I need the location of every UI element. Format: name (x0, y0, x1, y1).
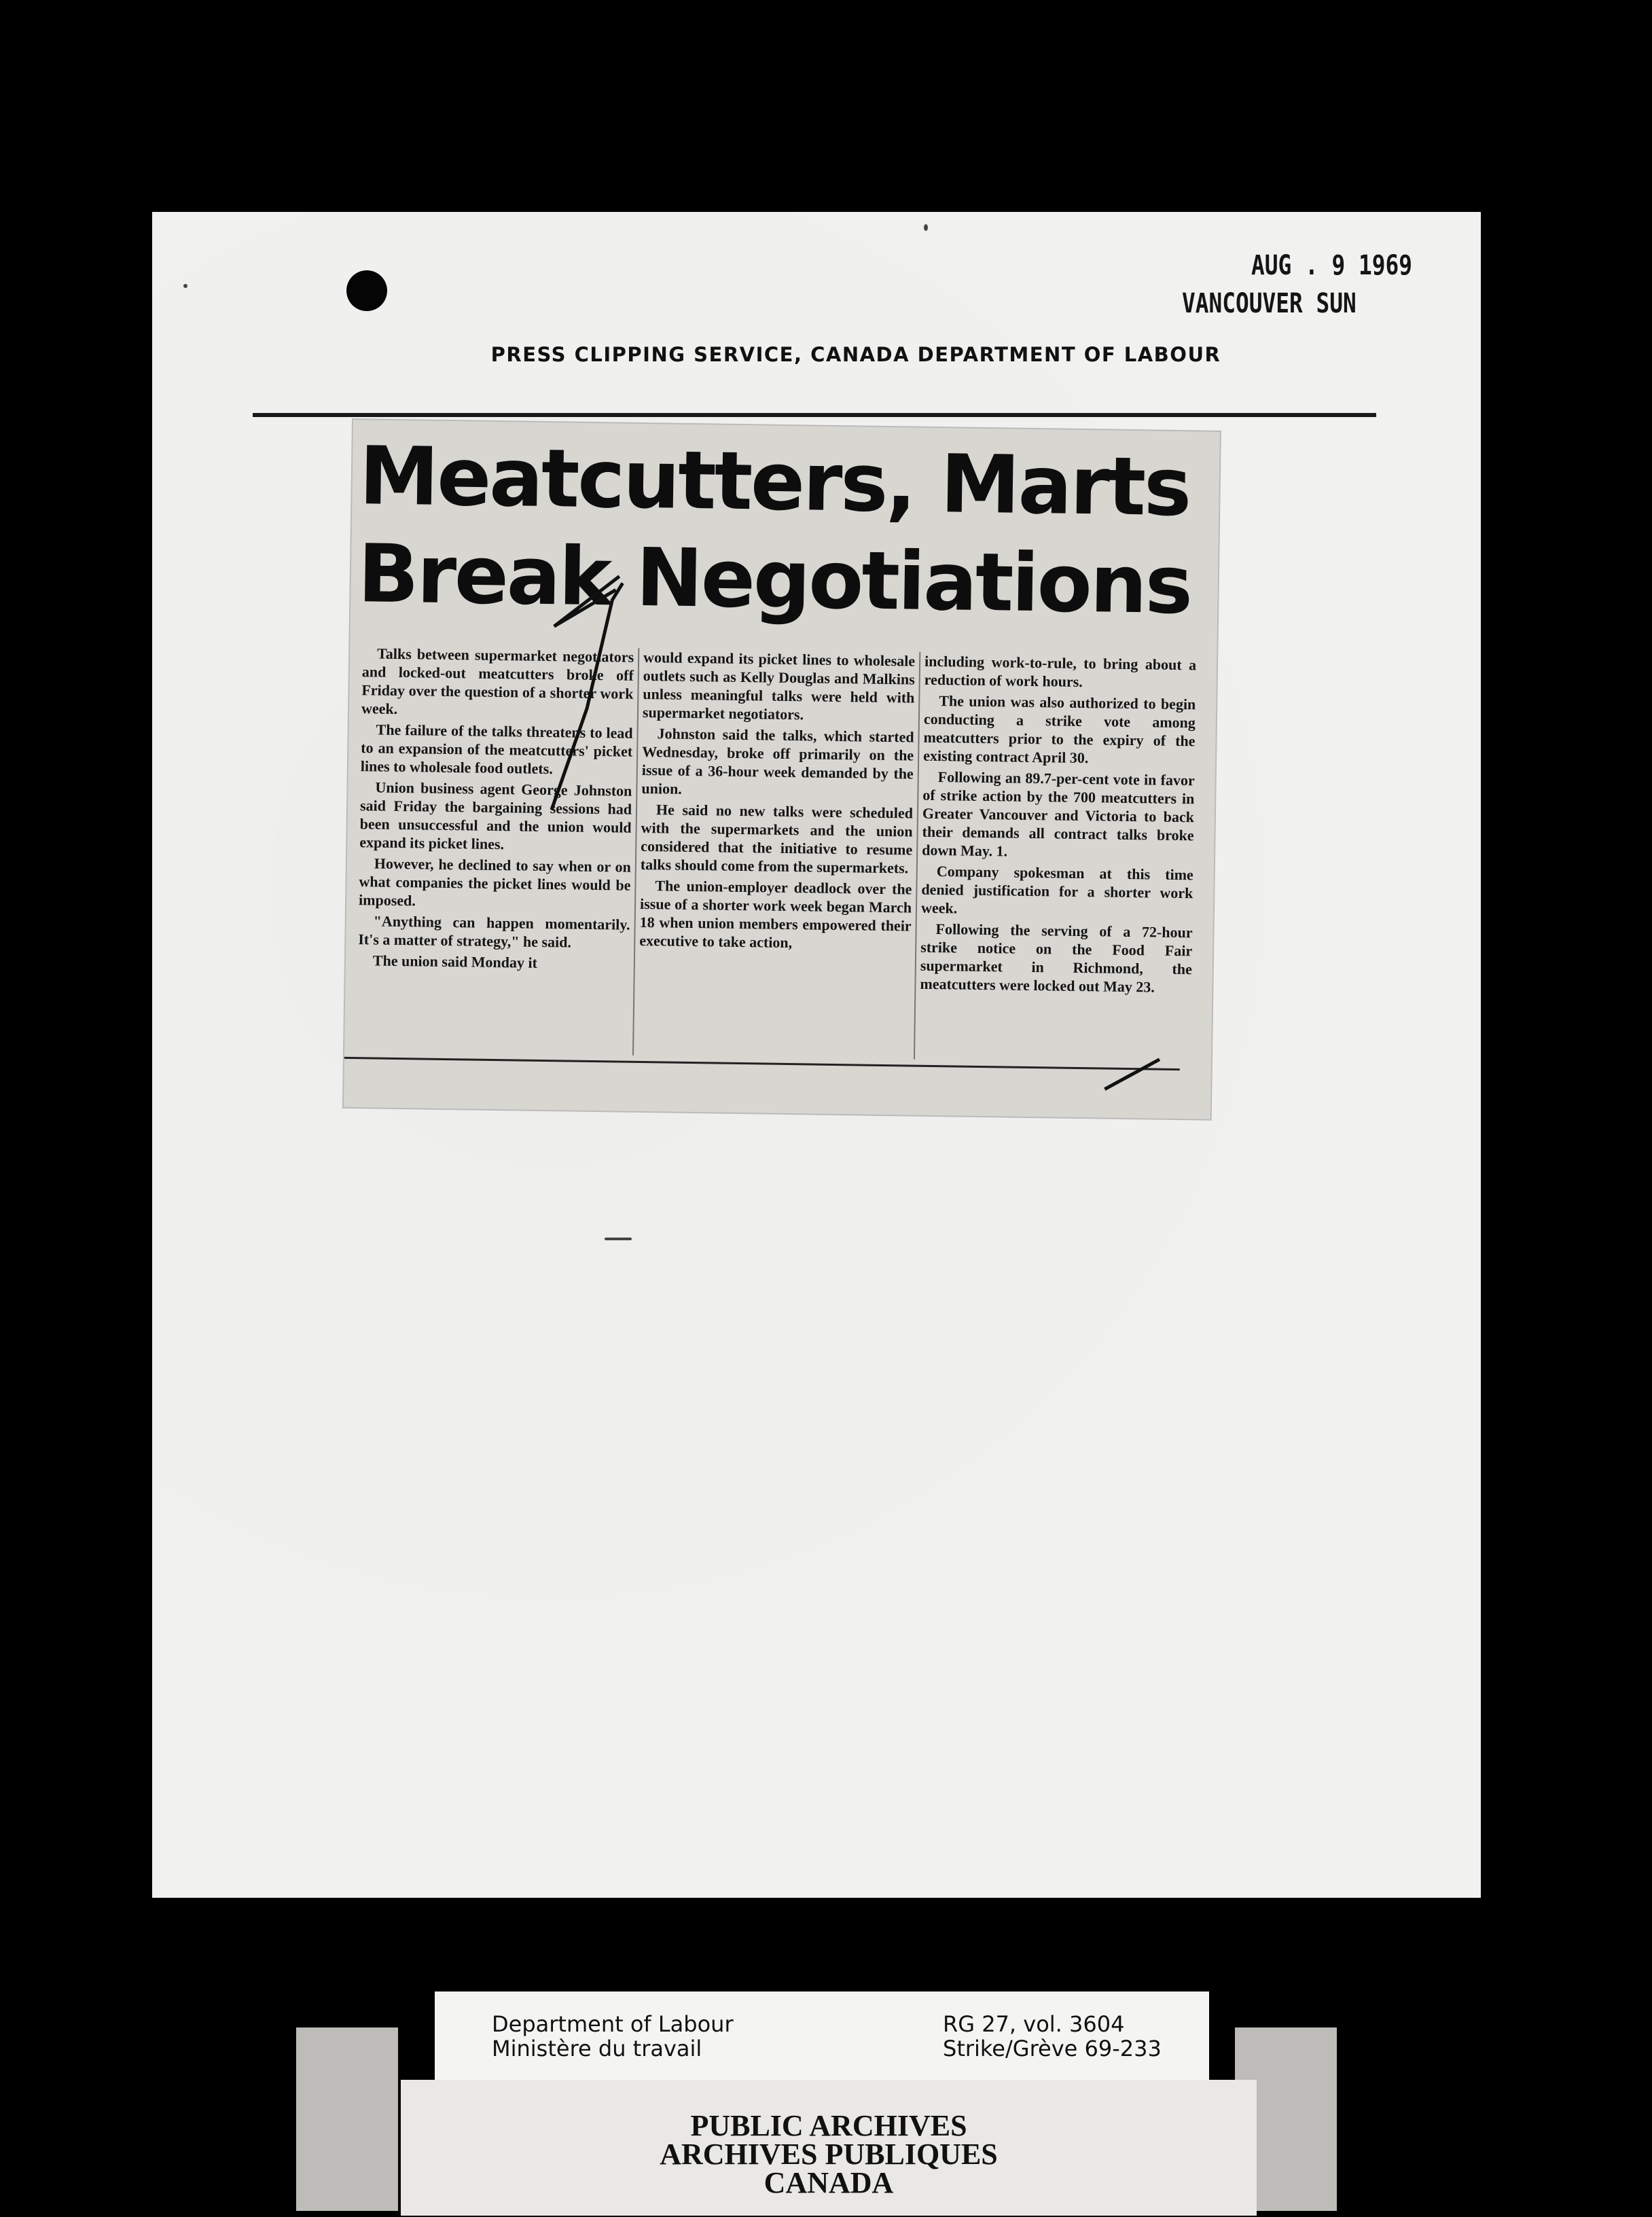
article-paragraph: The union-employer deadlock over the issue of a shorter work week began March 18 when union members empowered their executive to take action, (639, 877, 912, 952)
service-heading: PRESS CLIPPING SERVICE, CANADA DEPARTMENT OF LABOUR (490, 343, 1221, 366)
newspaper-stamp: VANCOUVER SUN (1182, 288, 1357, 319)
pen-check-mark (344, 420, 1220, 1119)
article-paragraph: The union said Monday it (372, 952, 538, 971)
archives-line-2: ARCHIVES PUBLIQUES (660, 2138, 998, 2171)
article-paragraph: Union business agent George Johnston said Friday the bargaining sessions had been unsuccessful and the union would expand its picket lines. (359, 778, 632, 853)
record-group-reference: RG 27, vol. 3604 (943, 2011, 1125, 2037)
article-paragraph: would expand its picket lines to wholesale outlets such as Kelly Douglas and Malkins unless meaningful talks were held with supermarket negotiators. (642, 648, 916, 723)
archive-tab-left (296, 2027, 398, 2211)
headline-line-2: Break Negotiations (357, 526, 1191, 632)
archives-line-1: PUBLIC ARCHIVES (690, 2109, 967, 2142)
punch-hole (346, 270, 387, 311)
paper-speck (924, 224, 928, 231)
article-paragraph: including work-to-rule, to bring about a reduction of work hours. (924, 652, 1197, 691)
newspaper-clipping (344, 420, 1220, 1119)
department-english: Department of Labour (492, 2011, 734, 2037)
strike-number: Strike/Grève 69-233 (943, 2036, 1162, 2061)
article-paragraph: Following an 89.7-per-cent vote in favor of strike action by the 700 meatcutters in Greater Vancouver and Victoria to back their demands all contract talks broke down May. 1. (922, 768, 1195, 860)
public-archives-stamp (401, 2080, 1257, 2216)
article-paragraph: Talks between supermarket negotiators and locked-out meatcutters broke off Friday over the question of a shorter work week. (361, 645, 634, 717)
date-stamp: AUG . 9 1969 (1251, 250, 1412, 281)
department-french: Ministère du travail (492, 2036, 702, 2061)
article-paragraph: Following the serving of a 72-hour strike notice on the Food Fair supermarket in Richmond, the meatcutters were locked out May 23. (920, 920, 1193, 996)
headline-line-1: Meatcutters, Marts (358, 429, 1191, 535)
article-paragraph: The union was also authorized to begin conducting a strike vote among meatcutters prior to the expiry of the existing contract April 30. (923, 692, 1196, 767)
archives-line-3: CANADA (764, 2166, 894, 2199)
archive-reference-label (435, 1991, 1209, 2080)
article-paragraph: The failure of the talks threatens to lead to an expansion of the meatcutters' picket lines to wholesale food outlets. (360, 721, 633, 778)
article-paragraph: Company spokesman at this time denied justification for a shorter work week. (920, 863, 1193, 917)
heading-rule (253, 413, 1376, 417)
article-paragraph: However, he declined to say when or on what companies the picket lines would be imposed. (358, 854, 632, 909)
article-paragraph: He said no new talks were scheduled with the supermarkets and the union considered that the initiative to resume talks should come from the supermarkets. (640, 801, 914, 877)
paper-speck (183, 284, 187, 288)
article-paragraph: "Anything can happen momentarily. It's a matter of strategy," he said. (358, 912, 630, 951)
paper-speck (605, 1238, 632, 1240)
article-paragraph: Johnston said the talks, which started Wednesday, broke off primarily on the issue of a 36-hour week demanded by the union. (641, 725, 914, 797)
